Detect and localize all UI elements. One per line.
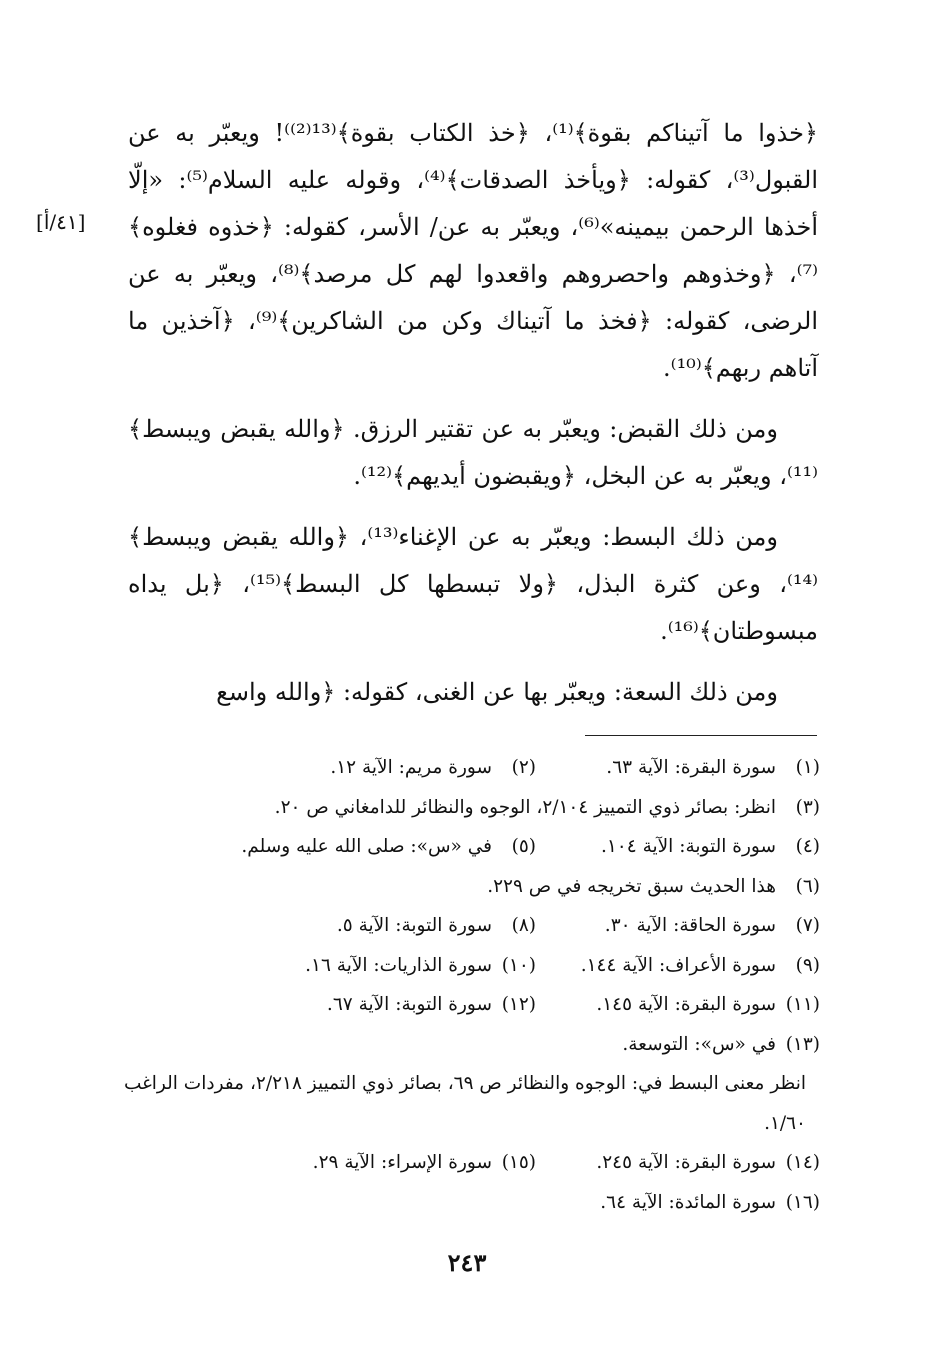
footnote-number: (١) [795,757,820,778]
paragraph-qabd: ومن ذلك القبض: ويعبّر به عن تقتير الرزق. ﴿والله يقبض ويبسط﴾⁽¹¹⁾، ويعبّر به عن البخل، ﴿ويقبضون أيديهم﴾⁽¹²⁾. [128,415,818,490]
footnote-text: سورة المائدة: الآية ٦٤. [600,1191,776,1213]
footnote-text: انظر: بصائر ذوي التمييز ٢/١٠٤، الوجوه والنظائر للدامغاني ص ٢٠. [274,796,776,818]
paragraph-akhdh: ﴿خذوا ما آتيناكم بقوة﴾⁽¹⁾، ﴿خذ الكتاب بقوة﴾⁽¹³⁽²⁾⁾! ويعبّر به عن القبول⁽³⁾، كقوله: ﴿ويأخذ الصدقات﴾⁽⁴⁾، وقوله عليه السلام⁽⁵⁾: «إلّا أخذها الرحمن بيمينه»⁽⁶⁾، ويعبّر به عن/ الأسر، كقوله: ﴿خذوه فغلوه﴾⁽⁷⁾، ﴿وخذوهم واحصروهم واقعدوا لهم كل مرصد﴾⁽⁸⁾، ويعبّر به عن الرضى، كقوله: ﴿فخذ ما آتيناك وكن من الشاكرين﴾⁽⁹⁾، ﴿آخذين ما آتاهم ربهم﴾⁽¹⁰⁾. [128,119,819,382]
paragraph-saa: ومن ذلك السعة: ويعبّر بها عن الغنى، كقوله: ﴿والله واسع [216,678,778,706]
footnote-text: في «س»: التوسعة. [622,1033,776,1055]
footnote-number: (١٠) [501,954,536,976]
footnote-text: سورة البقرة: الآية ٦٣. [606,757,776,778]
footnote-row [120,867,820,907]
footnote-text: سورة الأعراف: الآية ١٤٤. [580,954,776,976]
footnote-text: سورة الحاقة: الآية ٣٠. [604,915,776,936]
page-number: ٢٤٣ [447,1248,487,1277]
footnotes [120,748,820,1222]
footnote-number: (٨) [511,915,536,936]
footnote-row [120,1143,820,1183]
footnote-text: سورة الذاريات: الآية ١٦. [305,954,492,976]
footnote-row [120,748,820,788]
footnote-number: (٤) [795,836,820,857]
footnote-number: (٢) [511,757,536,778]
footnote-row [120,1025,820,1065]
footnote-number: (٧) [795,915,820,936]
footnote-text: سورة البقرة: الآية ١٤٥. [596,994,776,1015]
footnote-text: هذا الحديث سبق تخريجه في ص ٢٢٩. [487,875,776,897]
footnote-text: سورة مريم: الآية ١٢. [330,757,492,778]
footnote-row [120,906,820,946]
footnote-row [120,788,820,828]
paragraph-bast: ومن ذلك البسط: ويعبّر به عن الإغناء⁽¹³⁾، ﴿والله يقبض ويبسط﴾⁽¹⁴⁾، وعن كثرة البذل، ﴿ولا تبسطها كل البسط﴾⁽¹⁵⁾، ﴿بل يداه مبسوطتان﴾⁽¹⁶⁾. [128,523,818,645]
margin-folio-note: [٤١/أ] [36,210,86,234]
footnote-number: (١٤) [785,1152,820,1173]
footnote-text: سورة التوبة: الآية ٥. [336,915,492,936]
footnote-text: سورة البقرة: الآية ٢٤٥. [596,1152,776,1173]
footnote-text: في «س»: صلى الله عليه وسلم. [241,836,492,857]
footnote-number: (١٢) [501,994,536,1015]
footnote-number: (٣) [795,796,820,818]
footnote-number: (٩) [795,954,820,976]
footnote-text: سورة التوبة: الآية ٦٧. [326,994,492,1015]
footnote-number: (١٥) [501,1152,536,1173]
footnote-row [120,946,820,986]
footnote-row [120,1183,820,1223]
footnote-row [120,985,820,1025]
footnote-text: سورة التوبة: الآية ١٠٤. [600,836,776,857]
footnote-number: (٦) [795,875,820,897]
footnote-separator [585,735,817,736]
footnote-row [120,827,820,867]
footnote-text: سورة الإسراء: الآية ٢٩. [312,1152,492,1173]
footnote-number: (٥) [511,836,536,857]
footnote-number: (١٦) [785,1191,820,1213]
main-text [128,110,818,730]
footnote-number: (١١) [785,994,820,1015]
footnote-number: (١٣) [785,1033,820,1055]
footnote-continuation: انظر معنى البسط في: الوجوه والنظائر ص ٦٩، بصائر ذوي التمييز ٢/٢١٨، مفردات الراغب ١/٦٠. [123,1073,806,1134]
